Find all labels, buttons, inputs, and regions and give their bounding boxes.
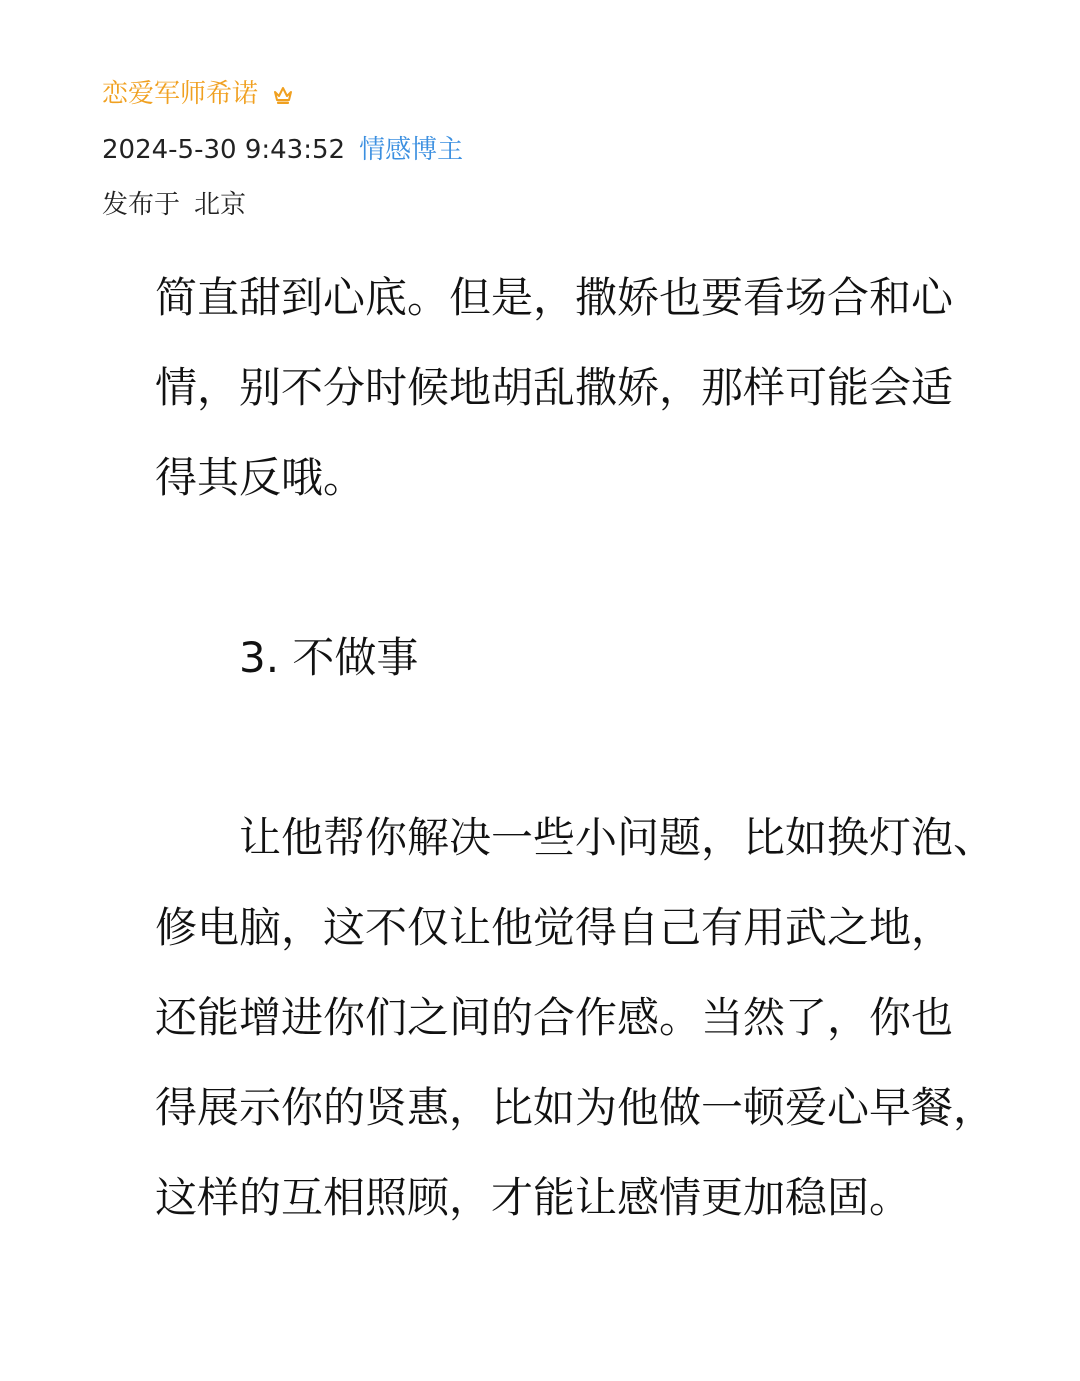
paragraph-line: 还能增进你们之间的合作感。当然了，你也	[155, 993, 954, 1042]
crown-icon	[272, 84, 294, 106]
post-datetime: 2024-5-30 9:43:52	[102, 135, 346, 165]
post-meta-row	[102, 132, 463, 168]
paragraph-line: 得展示你的贤惠，比如为他做一顿爱心早餐，	[155, 1083, 996, 1132]
section-heading: 3. 不做事	[239, 633, 419, 682]
paragraph-line: 修电脑，这不仅让他觉得自己有用武之地，	[155, 903, 954, 952]
paragraph-line: 简直甜到心底。但是，撒娇也要看场合和心	[155, 273, 954, 322]
paragraph-line: 让他帮你解决一些小问题，比如换灯泡、	[239, 813, 996, 862]
author-row	[102, 76, 294, 112]
paragraph-spacer	[155, 523, 975, 613]
paragraph-line: 情，别不分时候地胡乱撒娇，那样可能会适	[155, 363, 954, 412]
article-body	[155, 253, 996, 1243]
author-role[interactable]: 情感博主	[359, 135, 464, 165]
author-name[interactable]: 恋爱军师希诺	[102, 79, 259, 109]
paragraph-spacer	[155, 703, 975, 793]
location-label: 发布于	[102, 190, 181, 220]
location-row	[102, 187, 246, 223]
paragraph-1	[155, 253, 975, 523]
location-value: 北京	[194, 190, 247, 220]
paragraph-line: 得其反哦。	[155, 453, 366, 502]
paragraph-2	[155, 793, 996, 1243]
paragraph-line: 这样的互相照顾，才能让感情更加稳固。	[155, 1173, 912, 1222]
